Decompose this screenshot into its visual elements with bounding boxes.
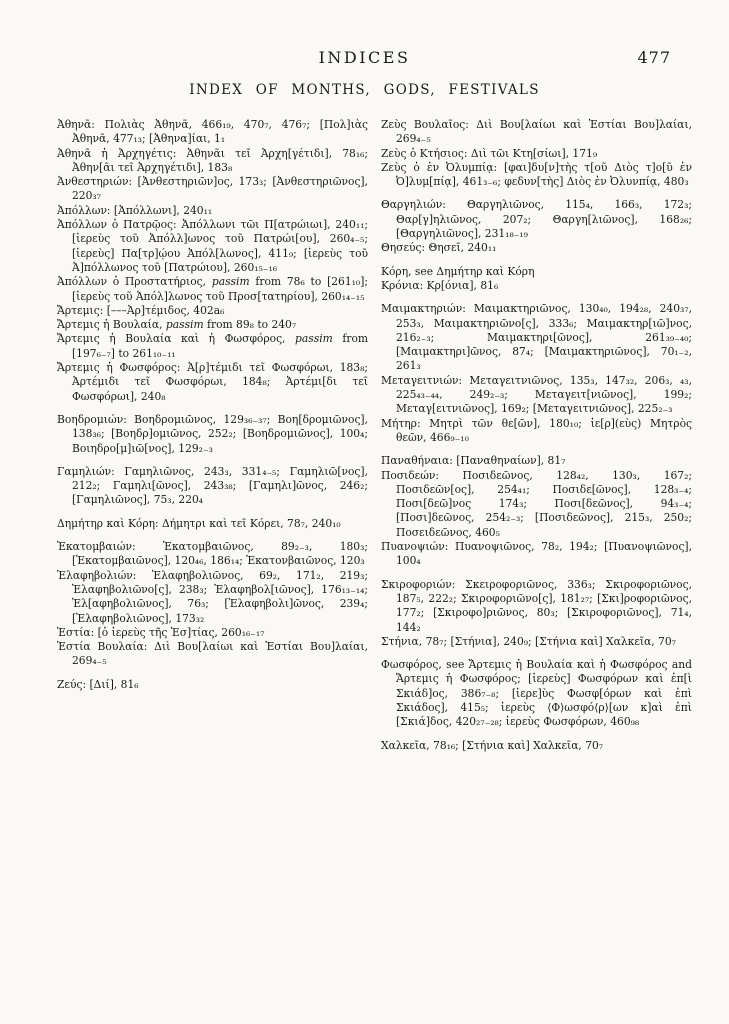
index-entry: Δημήτηρ καὶ Κόρη: Δήμητρι καὶ τεῖ Κόρει, 78₇, 240₁₀ — [57, 516, 341, 530]
index-entry: Ἄρτεμις ἡ Βουλαία καὶ ἡ Φωσφόρος, passim from [197₆₋₇] to 261₁₀₋₁₁ — [57, 332, 369, 360]
index-group — [381, 454, 692, 568]
index-group — [57, 118, 368, 404]
index-entry: Ἄρτεμις ἡ Βουλαία, passim from 89₈ to 240₇ — [57, 318, 297, 332]
index-entry: Θαργηλιών: Θαργηλιῶνος, 115₄, 166₃, 172₃; Θαρ[γ]ηλιῶνος, 207₂; Θαργη[λιῶνος], 168₂₆; [Θαργηλιῶνος], 231₁₈₋₁₉ — [381, 198, 692, 241]
index-columns — [57, 118, 692, 753]
right-column — [381, 118, 692, 753]
index-entry: Ἀθηνᾶ: Πολιὰς Ἀθηνᾶ, 466₁₉, 470₇, 476₇; [Πολ]ιὰς Ἀθηνᾶ, 477₁₃; [Ἀθηνα]ίαι, 1₁ — [57, 118, 368, 146]
index-entry: Μήτηρ: Μητρὶ τῶν θε[ῶν], 180₁₀; ἱε[ρ](εὺς) Μητρὸς θεῶν, 466₉₋₁₀ — [381, 416, 692, 444]
index-entry: Χαλκεῖα, 78₁₆; [Στήνια καὶ] Χαλκεῖα, 70₇ — [381, 738, 604, 752]
index-entry: Ποσιδεών: Ποσιδεῶνος, 128₄₂, 130₃, 167₂; Ποσιδεῶν[ος], 254₄₁; Ποσιδε[ῶνος], 128₃₋₄; Ποσι[δεῶ]νος 174₃; Ποσι[δεῶνος], 94₃₋₄; [Ποσι]δεῶνος, 254₂₋₃; [Ποσιδεῶνος], 215₃, 250₂; Ποσειδεῶνος, 460₅ — [381, 468, 692, 539]
index-entry: Μαιμακτηριών: Μαιμακτηριῶνος, 130₄₀, 194₂₈, 240₃₇, 253₃, Μαιμακτηριῶνο[ς], 333₆; Μαιμακτηρ[ιῶ]νος, 216₂₋₃; Μαιμακτηρι[ῶνος], 261₃₉₋₄₀; [Μαιμακτηρι]ῶνος, 87₄; [Μαιμακτηριῶνος], 70₁₋₂, 261₃ — [381, 302, 692, 373]
running-head-title: INDICES — [318, 48, 411, 67]
index-group — [381, 578, 692, 649]
index-entry: Ἑκατομβαιών: Ἑκατομβαιῶνος, 89₂₋₃, 180₃; [Ἑκατομβαιῶνος], 120₄₆, 186₁₄; Ἑκατονβαιῶνος, 120₃ — [57, 540, 368, 568]
index-entry: Ἀπόλλων ὁ Πατρῷος: Ἀπόλλωνι τῶι Π[ατρώιωι], 240₁₁; [ἱερεὺς τοῦ Ἀπόλλ]ωνος τοῦ Πατρώι[ου], 260₄₋₅; [ἱερεὺς] Πα[τρ]ῴου Ἀπόλ[λωνος], 411₉; [ἱερεὺς τοῦ Ἀ]πόλλωνος τοῦ [Πατρώιου], 260₁₅₋₁₆ — [57, 218, 368, 274]
index-entry: Φωσφόρος, see Ἄρτεμις ἡ Βουλαία καὶ ἡ Φωσφόρος and Ἄρτεμις ἡ Φωσφόρος; [ἱερεὺς] Φωσφόρων καὶ ἐπ[ὶ Σκιάδ]ος, 386₇₋₈; [ἱερε]ὺς Φωσφ[όρων καὶ ἐπὶ Σκιάδος], 415₅; ἱερεὺς ⟨Φ⟩ωσφό⟨ρ⟩[ων κ]αὶ ἐπὶ [Σκιά]δος, 420₂₇₋₂₈; ἱερεὺς Φωσφόρων, 460₉₈ — [381, 658, 692, 729]
index-entry: Πυανοψιών: Πυανοψιῶνος, 78₂, 194₂; [Πυανοψιῶνος], 100₄ — [381, 540, 692, 568]
index-entry: Κρόνια: Κρ[όνια], 81₆ — [381, 278, 499, 292]
index-entry: Ἀθηνᾶ ἡ Ἀρχηγέτις: Ἀθηνᾶι τεῖ Ἀρχη[γέτιδι], 78₁₆; Ἀθην[ᾶι τεῖ Ἀρχηγέτιδι], 183₈ — [57, 146, 368, 174]
index-group — [381, 658, 692, 729]
index-entry: Ἐλαφηβολιών: Ἐλαφηβολιῶνος, 69₂, 171₂, 219₃; Ἐλαφηβολιῶνο[ς], 238₃; Ἐλαφηβολ[ιῶνος], 176₁₃₋₁₄; Ἐλ[αφηβολιῶνος], 76₃; [Ἐλαφηβολι]ῶνος, 239₄; [Ἐλαφηβολιῶνος], 173₃₂ — [57, 568, 368, 625]
left-column — [57, 118, 368, 753]
index-group — [57, 517, 368, 531]
page-number: 477 — [637, 48, 671, 67]
index-entry: Παναθήναια: [Παναθηναίων], 81₇ — [381, 454, 566, 468]
index-entry: Ζεύς: [Διί], 81₆ — [57, 677, 139, 691]
index-group — [381, 739, 692, 753]
running-head — [0, 0, 729, 67]
index-entry: Ζεὺς ὁ Κτήσιος: Διὶ τῶι Κτη[σίωι], 171₉ — [381, 146, 598, 160]
index-entry: Ἀπόλλων: [Ἀπόλλωνι], 240₁₁ — [57, 203, 213, 217]
index-entry: Γαμηλιών: Γαμηλιῶνος, 243₃, 331₄₋₅; Γαμηλιῶ[νος], 212₂; Γαμηλι[ῶνος], 243₃₈; [Γαμηλι]ῶνος, 246₂; [Γαμηλιῶνος], 75₃, 220₄ — [57, 464, 368, 507]
index-group — [381, 302, 692, 445]
index-entry: Κόρη, see Δημήτηρ καὶ Κόρη — [381, 264, 535, 278]
index-group — [381, 265, 692, 294]
index-entry: Βοηδρομιών: Βοηδρομιῶνος, 129₃₆₋₃₇; Βοη[δρομιῶνος], 138₃₆; [Βοηδρ]ομιῶνος, 252₂; [Βοηδρομιῶνος], 100₄; Βοιηδρο[μ]ιῶ[νος], 129₂₋₃ — [57, 412, 368, 455]
index-entry: Ἀνθεστηριών: [Ἀνθεστηριῶν]ος, 173₃; [Ἀνθεστηριῶνος], 220₃₇ — [57, 175, 368, 203]
index-entry: Ζεὺς ὁ ἐν Ὀλυμπίᾳ: [φαι]δυ[ν]τὴς τ[οῦ Διὸς τ]ο[ῦ ἐν Ὀ]λυμ[πίᾳ], 461₃₋₆; φεδυν[τὴς] Διὸς ἐν Ὀλυνπίᾳ, 480₃ — [381, 160, 692, 189]
index-group — [381, 198, 692, 255]
index-entry: Στήνια, 78₇; [Στήνια], 240₉; [Στήνια καὶ] Χαλκεῖα, 70₇ — [381, 634, 676, 648]
index-entry: Σκιροφοριών: Σκειροφοριῶνος, 336₃; Σκιροφοριῶνος, 187₅, 222₂; Σκιροφοριῶνο[ς], 181₂₇; [Σκι]ροφοριῶνος, 177₂; [Σκιροφο]ριῶνος, 80₃; [Σκιροφοριῶνος], 71₄, 144₂ — [381, 577, 692, 634]
index-group — [57, 465, 368, 508]
index-entry: Θησεύς: Θησεῖ, 240₁₁ — [381, 241, 497, 255]
index-entry: Ἀπόλλων ὁ Προστατήριος, passim from 78₆ to [261₁₀]; [ἱερεὺς τοῦ Ἀπόλ]λωνος τοῦ Προσ[τατηρίου], 260₁₄₋₁₅ — [57, 275, 368, 303]
index-entry: Ἄρτεμις ἡ Φωσφόρος: Ἀ[ρ]τέμιδι τεῖ Φωσφόρωι, 183₈; Ἀρτέμιδι τεῖ Φωσφόρωι, 184₈; Ἀρτέμι[δι τεῖ Φωσφόρωι], 240₈ — [57, 361, 368, 403]
index-group — [57, 413, 368, 456]
index-group — [57, 540, 368, 669]
index-group — [381, 118, 692, 189]
index-entry: Ζεὺς Βουλαῖος: Διὶ Βου[λαίωι καὶ Ἑστίαι Βου]λαίαι, 269₄₋₅ — [381, 118, 692, 146]
section-title: INDEX OF MONTHS, GODS, FESTIVALS — [189, 82, 540, 98]
index-group — [57, 678, 368, 692]
index-entry: Ἄρτεμις: [–––Ἀρ]τέμιδος, 402a₆ — [57, 303, 225, 317]
index-entry: Ἑστία: [ὁ ἱερεὺς τῆς Ἑσ]τίας, 260₁₆₋₁₇ — [57, 625, 265, 639]
index-entry: Μεταγειτνιών: Μεταγειτνιῶνος, 135₃, 147₃₂, 206₃, ₄₃, 225₄₃₋₄₄, 249₂₋₃; Μεταγειτ[νιῶνος], 199₂; Μεταγ[ειτνιῶνος], 169₂; [Μεταγειτνιῶνος], 225₂₋₃ — [381, 373, 692, 416]
index-entry: Ἑστία Βουλαία: Διὶ Βου[λαίωι καὶ Ἑστίαι Βου]λαίαι, 269₄₋₅ — [57, 640, 368, 668]
